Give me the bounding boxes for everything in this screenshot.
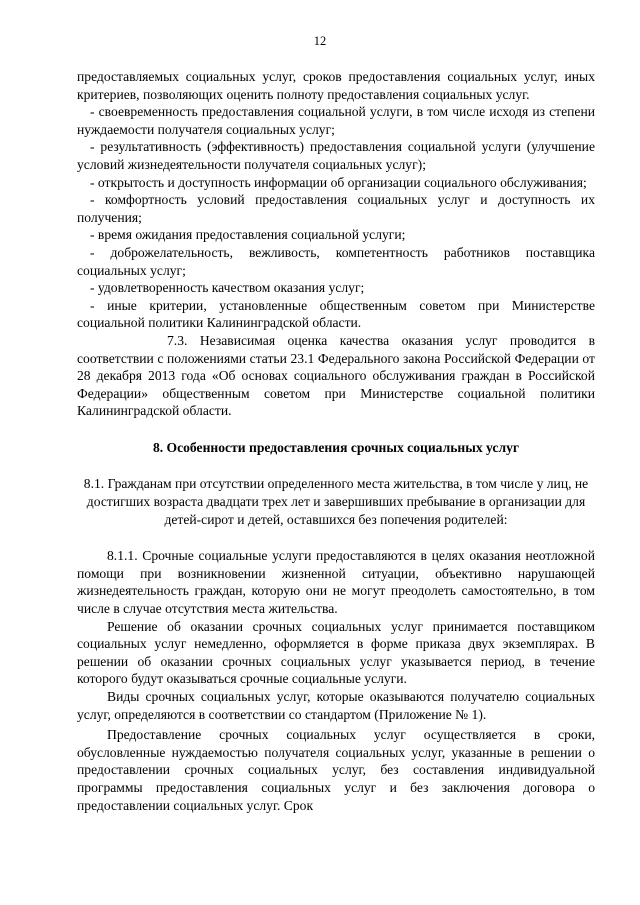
paragraph: 8.1.1. Срочные социальные услуги предоставляются в целях оказания неотложной помощи при возникновении жизненной ситуации, объективно нарушающей жизнедеятельность граждан, которую они не могут преодолеть самостоятельно, в том числе в случае отсутствия места жительства. bbox=[77, 548, 595, 617]
document-body bbox=[77, 68, 595, 814]
paragraph: 7.3. Независимая оценка качества оказания услуг проводится в соответствии с положениями статьи 23.1 Федерального закона Российской Федерации от 28 декабря 2013 года «Об основах социального обслуживания граждан в Российской Федерации» общественным советом при Министерстве социальной политики Калининградской области. bbox=[77, 332, 595, 419]
paragraph: Виды срочных социальных услуг, которые оказываются получателю социальных услуг, определяются в соответствии со стандартом (Приложение № 1). bbox=[77, 689, 595, 722]
page-number: 12 bbox=[313, 34, 327, 48]
paragraph: предоставляемых социальных услуг, сроков предоставления социальных услуг, иных критериев, позволяющих оценить полноту предоставления социальных услуг. bbox=[77, 69, 595, 102]
section-heading: 8. Особенности предоставления срочных социальных услуг bbox=[152, 439, 520, 455]
subsection-heading: 8.1. Гражданам при отсутствии определенного места жительства, в том числе у лиц, не достигших возраста двадцати трех лет и завершивших пребывание в организации для детей-сирот и детей, оставшихся без попечения родителей: bbox=[83, 476, 589, 527]
list-item: - иные критерии, установленные общественным советом при Министерстве социальной политики Калининградской области. bbox=[77, 297, 595, 331]
list-item: - время ожидания предоставления социальной услуги; bbox=[90, 227, 406, 243]
list-item: - доброжелательность, вежливость, компетентность работников поставщика социальных услуг; bbox=[77, 244, 595, 278]
paragraph: Предоставление срочных социальных услуг осуществляется в сроки, обусловленные нуждаемостью получателя социальных услуг, указанные в решении о предоставлении срочных социальных услуг, без составления индивидуальной программы предоставления социальных услуг и без заключения договора о предоставлении социальных услуг. Срок bbox=[77, 727, 595, 813]
list-item: - результативность (эффективность) предоставления социальной услуги (улучшение условий жизнедеятельности получателя социальных услуг); bbox=[77, 139, 595, 172]
list-item: - своевременность предоставления социальной услуги, в том числе исходя из степени нуждаемости получателя социальных услуг; bbox=[77, 104, 595, 137]
list-item: - комфортность условий предоставления социальных услуг и доступность их получения; bbox=[77, 192, 595, 225]
paragraph: Решение об оказании срочных социальных услуг принимается поставщиком социальных услуг немедленно, оформляется в форме приказа двух экземплярах. В решении об оказании срочных социальных услуг указывается период, в течение которого будут оказываться срочные социальные услуги. bbox=[77, 618, 595, 687]
list-item: - удовлетворенность качеством оказания услуг; bbox=[90, 280, 365, 296]
list-item: - открытость и доступность информации об организации социального обслуживания; bbox=[90, 174, 587, 190]
